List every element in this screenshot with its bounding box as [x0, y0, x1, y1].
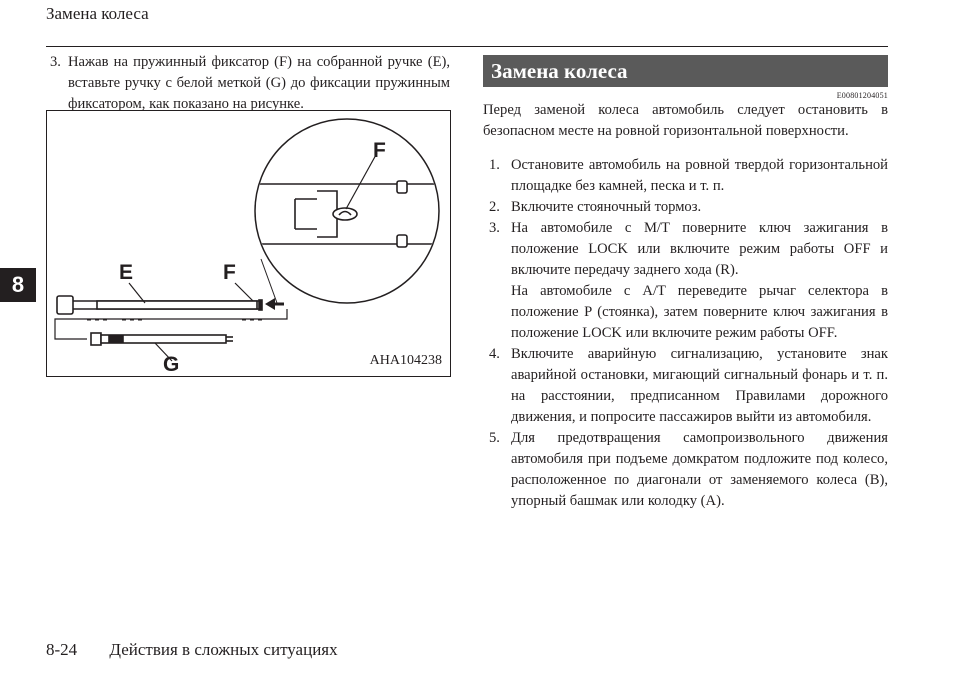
intro-paragraph: Перед заменой колеса автомобиль следует остановить в безопасном месте на ровной горизонтальной поверхности. — [483, 102, 888, 139]
step-number: 3. — [489, 220, 500, 236]
list-item — [483, 155, 888, 197]
header-rule — [46, 46, 888, 47]
step-number: 5. — [489, 430, 500, 446]
step-number: 1. — [489, 157, 500, 173]
steps-list — [483, 155, 888, 512]
right-column — [483, 100, 888, 512]
page-number: 8-24 — [46, 640, 78, 659]
running-header: Замена колеса — [46, 4, 149, 23]
step-3 — [50, 52, 450, 115]
step-text: Включите стояночный тормоз. — [511, 199, 702, 215]
step-number: 2. — [489, 199, 500, 215]
list-item — [483, 197, 888, 218]
callout-e: E — [119, 261, 134, 284]
handle-assembly-drawing — [47, 111, 450, 376]
step-text: Для предотвращения самопроизвольного движения автомобиля при подъеме домкратом подложите под колесо, расположенное по диагонали от заменяемого колеса (B), упорный башмак или колодку (A). — [511, 430, 888, 509]
step-text: Нажав на пружинный фиксатор (F) на собранной ручке (E), вставьте ручку с белой меткой (G) до фиксации пружинным фиксатором, как показано на рисунке. — [68, 54, 450, 112]
callout-f: F — [223, 261, 236, 284]
figure-code: AHA104238 — [369, 353, 442, 368]
handle-assembly-figure — [46, 110, 451, 377]
step-number: 4. — [489, 346, 500, 362]
callout-f-magnified: F — [373, 139, 386, 162]
step-3-continuation: На автомобиле с A/T переведите рычаг селектора в положение P (стоянка), затем поверните ключ зажигания в положение LOCK или включите режим работы OFF. — [511, 283, 888, 341]
chapter-tab: 8 — [0, 268, 36, 302]
chapter-name: Действия в сложных ситуациях — [109, 640, 338, 659]
step-text: На автомобиле с M/T поверните ключ зажигания в положение LOCK или включите режим работы OFF и включите передачу заднего хода (R). — [511, 220, 888, 278]
list-item — [483, 218, 888, 281]
page-footer — [46, 640, 338, 660]
section-code: E00801204051 — [836, 91, 888, 100]
step-text: Включите аварийную сигнализацию, установите знак аварийной остановки, мигающий сигнальный фонарь и т. п. на расстоянии, предписанном Правилами дорожного движения, и попросите пассажиров выйти из автомобиля. — [511, 346, 888, 425]
callout-g: G — [163, 353, 180, 376]
left-column — [50, 52, 450, 115]
step-text: Остановите автомобиль на ровной твердой горизонтальной площадке без камней, песка и т. п. — [511, 157, 888, 194]
list-item — [483, 428, 888, 512]
step-number: 3. — [50, 54, 61, 70]
list-item — [483, 344, 888, 428]
section-title: Замена колеса — [483, 55, 888, 87]
